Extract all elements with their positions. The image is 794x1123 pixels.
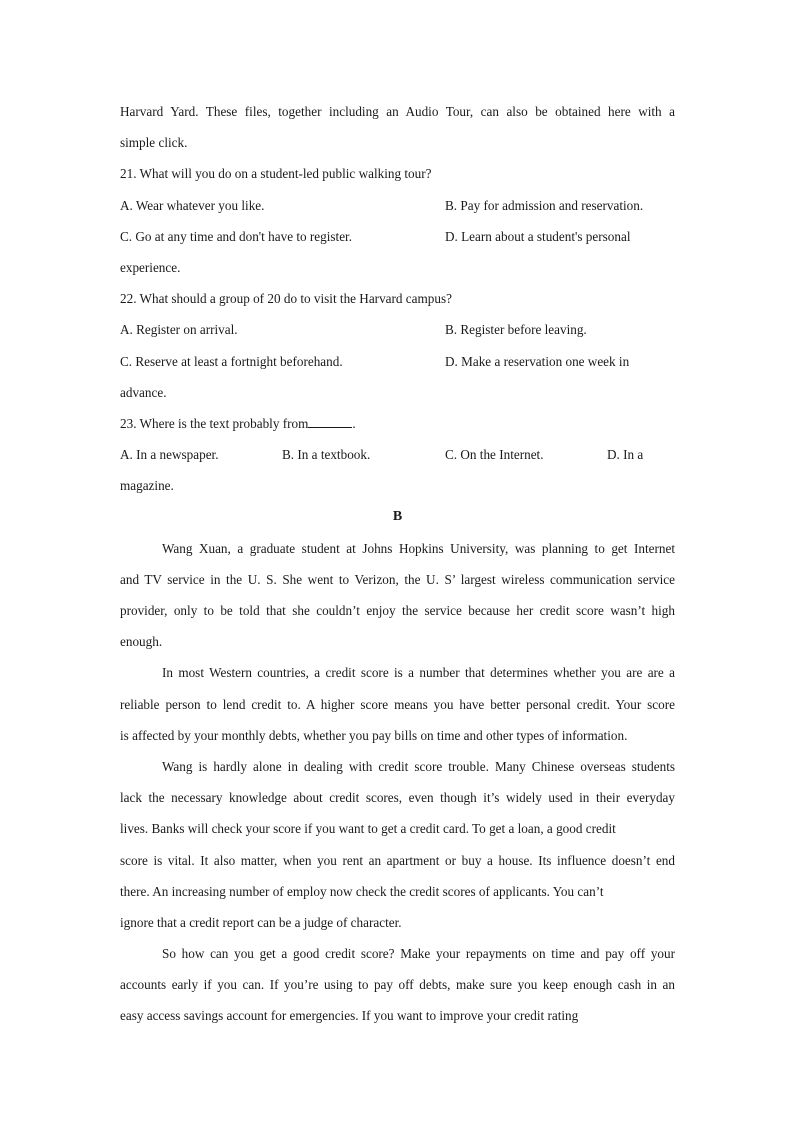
question-stem-end: . <box>352 415 356 431</box>
paragraph-line: score is vital. It also matter, when you rent an apartment or buy a house. Its influence doesn’t end <box>120 852 675 868</box>
passage-continuation-line: simple click. <box>120 135 188 151</box>
question-21-options-row-2 <box>120 226 675 257</box>
option-a: A. Register on arrival. <box>120 322 238 338</box>
option-d-continuation: magazine. <box>120 478 174 494</box>
question-22 <box>120 288 675 319</box>
document-page <box>120 101 675 1037</box>
question-21 <box>120 163 675 194</box>
section-heading: B <box>392 509 403 525</box>
paragraph-line: lack the necessary knowledge about credit scores, even though it’s widely used in their everyday <box>120 790 675 806</box>
question-23-options-row <box>120 444 675 475</box>
option-a: A. Wear whatever you like. <box>120 197 265 213</box>
question-number: 21. <box>120 166 137 182</box>
option-c: C. Reserve at least a fortnight beforehand. <box>120 353 343 369</box>
question-stem: What should a group of 20 do to visit the Harvard campus? <box>139 291 452 307</box>
paragraph-line: ignore that a credit report can be a judge of character. <box>120 914 402 930</box>
passage-continuation-line: Harvard Yard. These files, together including an Audio Tour, can also be obtained here with a <box>120 104 675 119</box>
paragraph-line: Wang is hardly alone in dealing with credit score trouble. Many Chinese overseas students <box>162 758 675 774</box>
paragraph-line: easy access savings account for emergencies. If you want to improve your credit rating <box>120 1008 579 1024</box>
paragraph-line: So how can you get a good credit score? Make your repayments on time and pay off your <box>162 946 675 962</box>
paragraph-line: there. An increasing number of employ now check the credit scores of applicants. You can’t <box>120 883 604 899</box>
option-d: D. Learn about a student's personal <box>445 228 631 244</box>
question-22-options-row-1 <box>120 319 675 350</box>
question-number: 23. <box>120 415 137 431</box>
option-a: A. In a newspaper. <box>120 447 219 463</box>
option-b: B. In a textbook. <box>282 447 371 463</box>
paragraph-line: enough. <box>120 634 163 650</box>
option-d: D. In a <box>607 447 644 463</box>
paragraph-line: is affected by your monthly debts, whether you pay bills on time and other types of information. <box>120 727 628 743</box>
option-c: C. On the Internet. <box>445 447 544 463</box>
paragraph-line: accounts early if you can. If you’re using to pay off debts, make sure you keep enough cash in an <box>120 977 675 993</box>
question-stem: What will you do on a student-led public walking tour? <box>139 166 432 182</box>
option-c: C. Go at any time and don't have to register. <box>120 228 353 244</box>
question-23 <box>120 413 675 444</box>
question-number: 22. <box>120 291 137 307</box>
option-d-continuation: experience. <box>120 259 181 275</box>
paragraph-line: and TV service in the U. S. She went to Verizon, the U. S’ largest wireless communication service <box>120 571 675 587</box>
option-b: B. Register before leaving. <box>445 322 587 338</box>
paragraph-line: provider, only to be told that she couldn’t enjoy the service because her credit score wasn’t high <box>120 603 675 618</box>
paragraph-line: In most Western countries, a credit score is a number that determines whether you are are a <box>162 665 675 681</box>
paragraph-line: reliable person to lend credit to. A higher score means you have better personal credit. Your score <box>120 696 675 712</box>
option-b: B. Pay for admission and reservation. <box>445 197 644 213</box>
question-21-options-row-1 <box>120 195 675 226</box>
question-stem: Where is the text probably from <box>139 415 309 431</box>
option-d: D. Make a reservation one week in <box>445 353 630 369</box>
answer-blank <box>308 415 352 428</box>
option-d-continuation: advance. <box>120 384 167 400</box>
question-22-options-row-2 <box>120 351 675 382</box>
paragraph-line: lives. Banks will check your score if you want to get a credit card. To get a loan, a good credit <box>120 821 616 837</box>
paragraph-line: Wang Xuan, a graduate student at Johns Hopkins University, was planning to get Internet <box>162 540 675 556</box>
